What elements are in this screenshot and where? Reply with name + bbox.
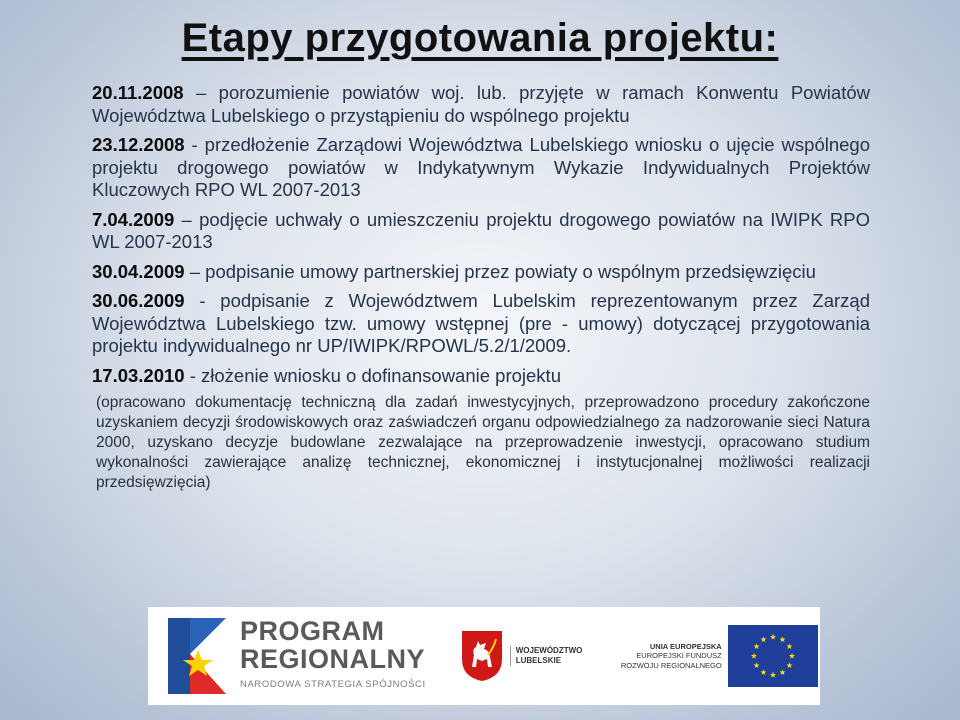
program-regionalny-wordmark	[240, 617, 426, 690]
entry-text: – podpisanie umowy partnerskiej przez powiaty o wspólnym przedsięwzięciu	[184, 260, 816, 282]
entry-text: – podjęcie uchwały o umieszczeniu projektu drogowego powiatów na IWIPK RPO WL 2007-2013	[92, 208, 870, 252]
wojewodztwo-line1: WOJEWÓDZTWO	[515, 646, 583, 655]
entry-date: 20.11.2008	[92, 82, 184, 103]
funding-logo-bar	[148, 607, 820, 705]
entry-text: - złożenie wniosku o dofinansowanie projektu	[184, 364, 561, 386]
entry-text: - przedłożenie Zarządowi Województwa Lubelskiego wniosku o ujęcie wspólnego projektu drogowego powiatów w Indykatywnym Wykazie Indywidualnych Projektów Kluczowych RPO WL 2007-2013	[92, 134, 870, 200]
entry-date: 7.04.2009	[92, 208, 175, 230]
timeline-entry	[92, 209, 870, 254]
eu-line1: UNIA EUROPEJSKA	[649, 641, 722, 651]
page-title: Etapy przygotowania projektu:	[181, 16, 779, 60]
timeline-entry	[92, 82, 870, 127]
entry-text: – porozumienie powiatów woj. lub. przyjęte w ramach Konwentu Powiatów Województwa Lubelskiego o przystąpieniu do wspólnego projektu	[92, 82, 870, 126]
program-regionalny-logo-icon	[162, 614, 232, 698]
eu-label	[614, 642, 722, 671]
entry-text: - podpisanie z Województwem Lubelskim reprezentowanym przez Zarząd Województwa Lubelskiego tzw. umowy wstępnej (pre - umowy) dotyczącej przygotowania projektu indywidualnego nr UP/IWIPK/RPOWL/5.2/1/2009.	[92, 290, 870, 356]
timeline-entry	[92, 134, 870, 202]
eu-logo	[614, 625, 818, 687]
wojewodztwo-label	[510, 646, 583, 666]
eu-line2: EUROPEJSKI FUNDUSZ	[636, 651, 722, 661]
timeline-list	[92, 82, 870, 509]
entry-date: 30.06.2009	[92, 290, 185, 311]
timeline-entry	[92, 365, 870, 388]
regionalny-line: REGIONALNY	[240, 643, 426, 674]
eu-line3: ROZWOJU REGIONALNEGO	[620, 660, 722, 670]
timeline-entry	[92, 290, 870, 358]
program-line: PROGRAM	[240, 615, 385, 646]
eu-flag-icon	[728, 625, 818, 687]
entry-date: 17.03.2010	[92, 364, 185, 386]
timeline-entry	[92, 261, 870, 284]
entry-date: 23.12.2008	[92, 134, 185, 155]
wojewodztwo-lubelskie-logo	[460, 629, 583, 683]
lubelskie-coat-of-arms-icon	[460, 629, 504, 683]
entry-date: 30.04.2009	[92, 260, 185, 282]
program-subtitle: NARODOWA STRATEGIA SPÓJNOŚCI	[240, 678, 426, 690]
wojewodztwo-line2: LUBELSKIE	[515, 656, 562, 665]
details-note: (opracowano dokumentację techniczną dla zadań inwestycyjnych, przeprowadzono procedury zakończone uzyskaniem decyzji środowiskowych oraz zaświadczeń organu odpowiedzialnego za nadzorowanie sieci Natura 2000, uzyskano decyzje budowlane zezwalające na przeprowadzenie inwestycji, opracowano studium wykonalności zawierające analizę technicznej, ekonomicznej i instytucjonalnej możliwości realizacji przedsięwzięcia)	[96, 394, 870, 491]
